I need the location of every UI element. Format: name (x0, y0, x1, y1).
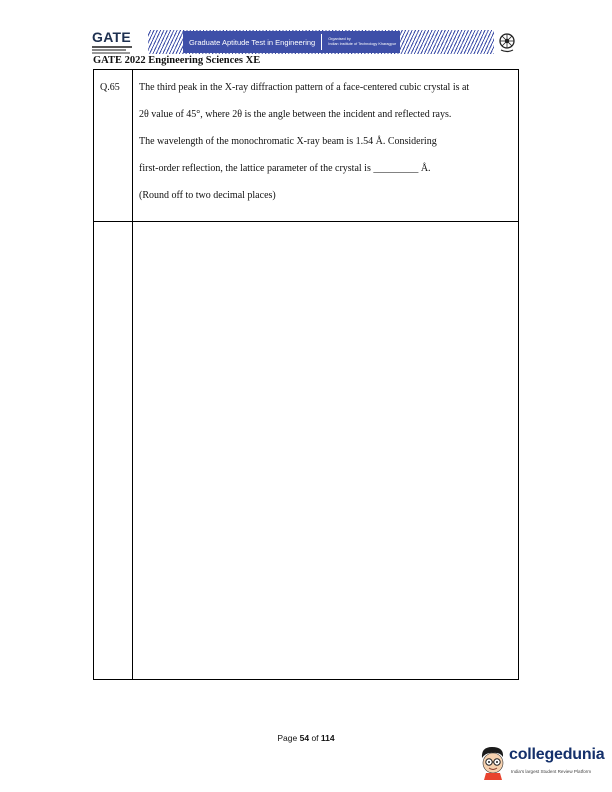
gate-logo-lines (92, 46, 148, 55)
iit-kharagpur-emblem-icon (494, 30, 520, 54)
banner-stripes (148, 30, 494, 54)
question-number: Q.65 (100, 82, 120, 93)
collegedunia-logo (478, 744, 608, 784)
gate-logo (92, 30, 148, 54)
page-current: 54 (299, 733, 310, 743)
banner-title-box (183, 31, 400, 53)
organizer-line-1: Organised by (328, 37, 351, 42)
brand-name: collegedunia (509, 746, 605, 763)
gate-logo-text: GATE (92, 28, 132, 45)
header-banner (92, 30, 520, 54)
student-mascot-icon (478, 744, 508, 780)
question-line: 2θ value of 45°, where 2θ is the angle between the incident and reflected rays. (139, 109, 452, 120)
exam-heading: GATE 2022 Engineering Sciences XE (93, 55, 261, 66)
question-line: (Round off to two decimal places) (139, 190, 276, 201)
page-total: 114 (320, 733, 335, 743)
page-number (0, 733, 612, 743)
question-line: The wavelength of the monochromatic X-ray beam is 1.54 Å. Considering (139, 136, 437, 147)
organizer-line-2: Indian Institute of Technology Kharagpur (328, 42, 397, 46)
banner-organizer (328, 37, 396, 46)
question-line: first-order reflection, the lattice parameter of the crystal is _________ Å. (139, 163, 431, 174)
page-label: Page (277, 733, 298, 743)
banner-divider (321, 34, 322, 50)
brand-tagline: India's largest Student Review Platform (511, 769, 592, 774)
table-column-divider (132, 70, 133, 679)
question-table (93, 69, 519, 680)
question-line: The third peak in the X-ray diffraction pattern of a face-centered cubic crystal is at (139, 82, 470, 93)
table-row-divider (94, 221, 518, 222)
question-text (139, 82, 515, 217)
banner-title: Graduate Aptitude Test in Engineering (189, 37, 316, 47)
page-of: of (311, 733, 319, 743)
